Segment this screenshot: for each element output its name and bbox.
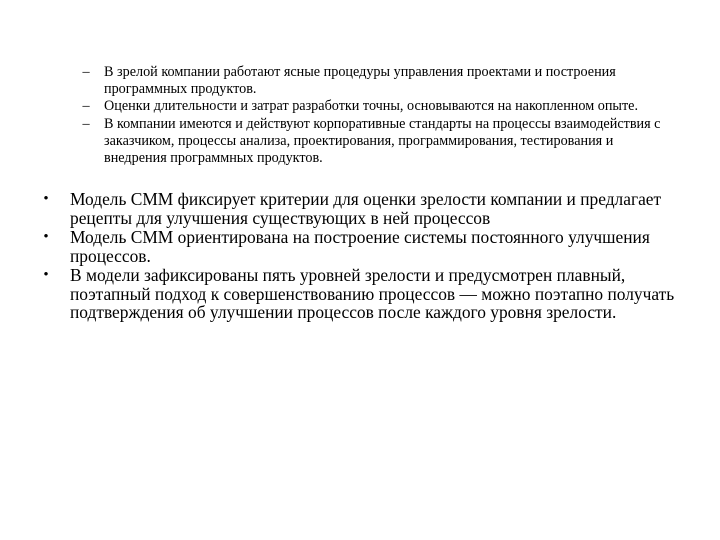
sub-bullet-item	[76, 116, 676, 168]
sub-bullet-item	[76, 64, 676, 98]
main-bullet-text: Модель СММ фиксирует критерии для оценки зрелости компании и предлагает рецепты для улучшения существующих в ней процессов	[70, 189, 662, 228]
main-bullet-text: В модели зафиксированы пять уровней зрелости и предусмотрен плавный, поэтапный подход к совершенствованию процессов — можно поэтапно получать подтверждения об улучшении процессов после каждого уровня зрелости.	[70, 264, 675, 323]
sub-bullet-text: Оценки длительности и затрат разработки точны, основываются на накопленном опыте.	[104, 98, 639, 115]
main-bullet-item	[36, 228, 704, 266]
dash-bullet-icon: –	[82, 115, 90, 132]
main-bullet-item	[36, 266, 704, 323]
main-bullet-text: Модель СММ ориентирована на построение системы постоянного улучшения процессов.	[70, 226, 650, 266]
main-bullet-item	[36, 190, 704, 228]
sub-bullet-text: В компании имеются и действуют корпоративные стандарты на процессы взаимодействия с заказчиком, процессы анализа, проектирования, программирования, тестирования и внедрения программных продуктов.	[104, 115, 661, 167]
bullet-icon: •	[43, 266, 49, 283]
dash-bullet-icon: –	[82, 64, 90, 80]
sub-bullet-item	[76, 98, 676, 115]
sub-bullet-text: В зрелой компании работают ясные процедуры управления проектами и построения программных продуктов.	[104, 64, 616, 98]
dash-bullet-icon: –	[82, 98, 90, 115]
sub-bullet-list	[76, 64, 676, 167]
bullet-icon: •	[43, 228, 49, 245]
main-bullet-list	[36, 190, 704, 322]
bullet-icon: •	[43, 191, 49, 207]
